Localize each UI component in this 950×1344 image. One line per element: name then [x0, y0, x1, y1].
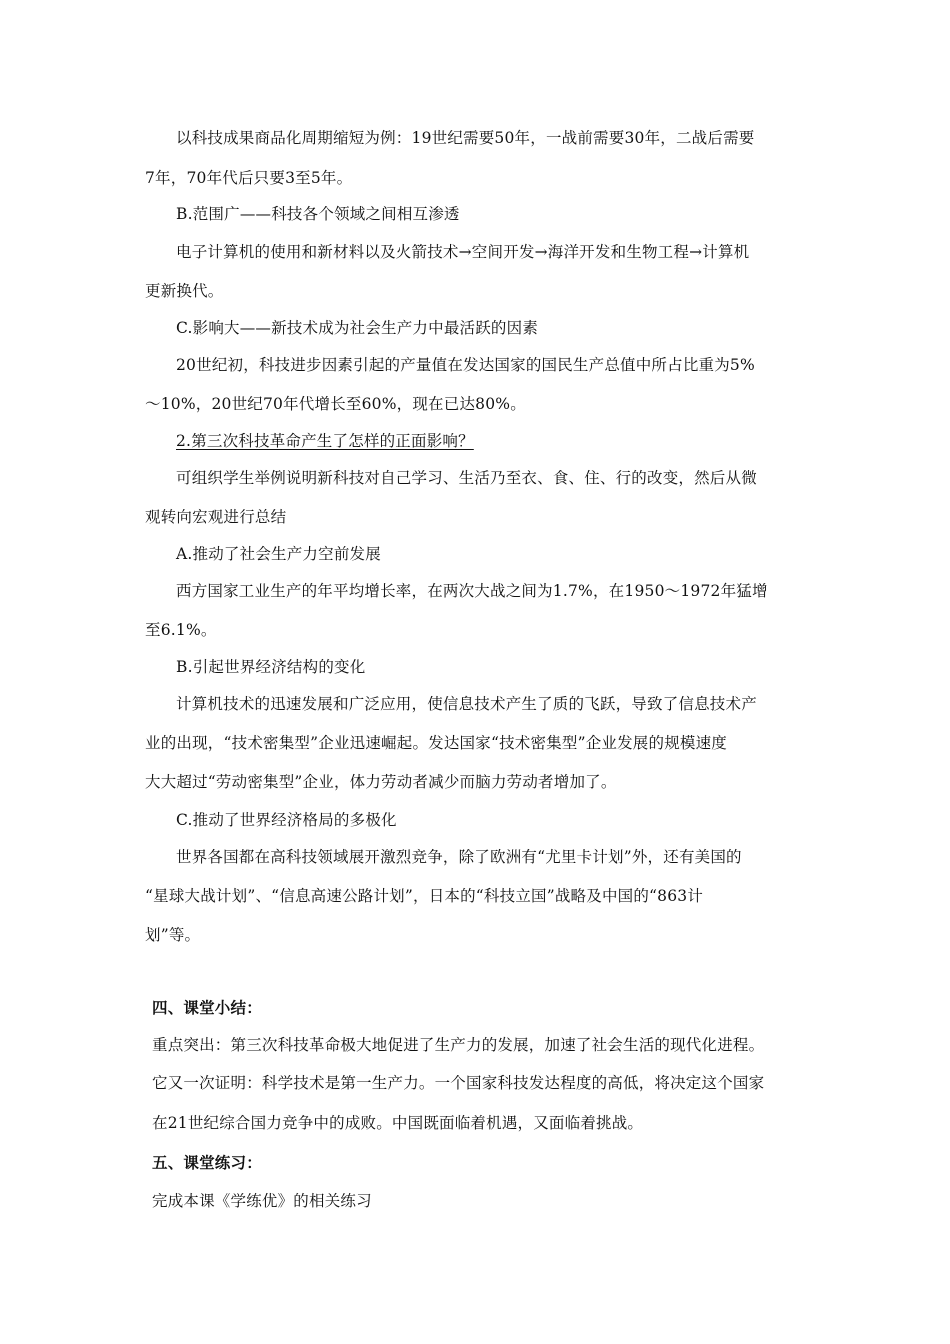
paragraph-line: 更新换代。 [145, 282, 224, 300]
paragraph-line: 观转向宏观进行总结 [145, 508, 287, 526]
paragraph-line: 世界各国都在高科技领域展开激烈竞争，除了欧洲有“尤里卡计划”外，还有美国的 [176, 848, 742, 866]
paragraph-line: 至6.1%。 [145, 621, 217, 639]
summary-line: 在21世纪综合国力竞争中的成败。中国既面临着机遇，又面临着挑战。 [152, 1114, 644, 1132]
paragraph-line: 7年，70年代后只要3至5年。 [145, 169, 353, 187]
subheading-b-structure: B.引起世界经济结构的变化 [176, 658, 366, 676]
paragraph-line: “星球大战计划”、“信息高速公路计划”，日本的“科技立国”战略及中国的“863计 [145, 887, 704, 905]
paragraph-line: 可组织学生举例说明新科技对自己学习、生活乃至衣、食、住、行的改变，然后从微 [176, 469, 757, 487]
paragraph-line: 计算机技术的迅速发展和广泛应用，使信息技术产生了质的飞跃，导致了信息技术产 [176, 695, 757, 713]
paragraph-line: 20世纪初，科技进步因素引起的产量值在发达国家的国民生产总值中所占比重为5% [176, 356, 755, 374]
subheading-a-productivity: A.推动了社会生产力空前发展 [176, 545, 381, 563]
question-2-heading: 2.第三次科技革命产生了怎样的正面影响？ [176, 432, 474, 450]
paragraph-line: 西方国家工业生产的年平均增长率，在两次大战之间为1.7%，在1950～1972年猛增 [176, 582, 768, 600]
paragraph-line: 划”等。 [145, 926, 201, 944]
paragraph-line: 大大超过“劳动密集型”企业，体力劳动者减少而脑力劳动者增加了。 [145, 773, 617, 791]
summary-line: 重点突出：第三次科技革命极大地促进了生产力的发展，加速了社会生活的现代化进程。 [152, 1036, 765, 1054]
exercise-line: 完成本课《学练优》的相关练习 [152, 1192, 372, 1210]
exercise-heading: 五、课堂练习： [152, 1153, 262, 1172]
summary-line: 它又一次证明：科学技术是第一生产力。一个国家科技发达程度的高低，将决定这个国家 [152, 1074, 765, 1092]
paragraph-line: 以科技成果商品化周期缩短为例：19世纪需要50年，一战前需要30年，二战后需要 [176, 129, 755, 147]
paragraph-line: 业的出现，“技术密集型”企业迅速崛起。发达国家“技术密集型”企业发展的规模速度 [145, 734, 727, 752]
subheading-c-impact: C.影响大——新技术成为社会生产力中最活跃的因素 [176, 319, 539, 337]
summary-heading: 四、课堂小结： [152, 998, 262, 1017]
paragraph-line: 电子计算机的使用和新材料以及火箭技术→空间开发→海洋开发和生物工程→计算机 [176, 243, 750, 261]
subheading-b-scope: B.范围广——科技各个领域之间相互渗透 [176, 205, 460, 223]
subheading-c-multipolar: C.推动了世界经济格局的多极化 [176, 811, 397, 829]
paragraph-line: ～10%，20世纪70年代增长至60%，现在已达80%。 [145, 395, 526, 413]
